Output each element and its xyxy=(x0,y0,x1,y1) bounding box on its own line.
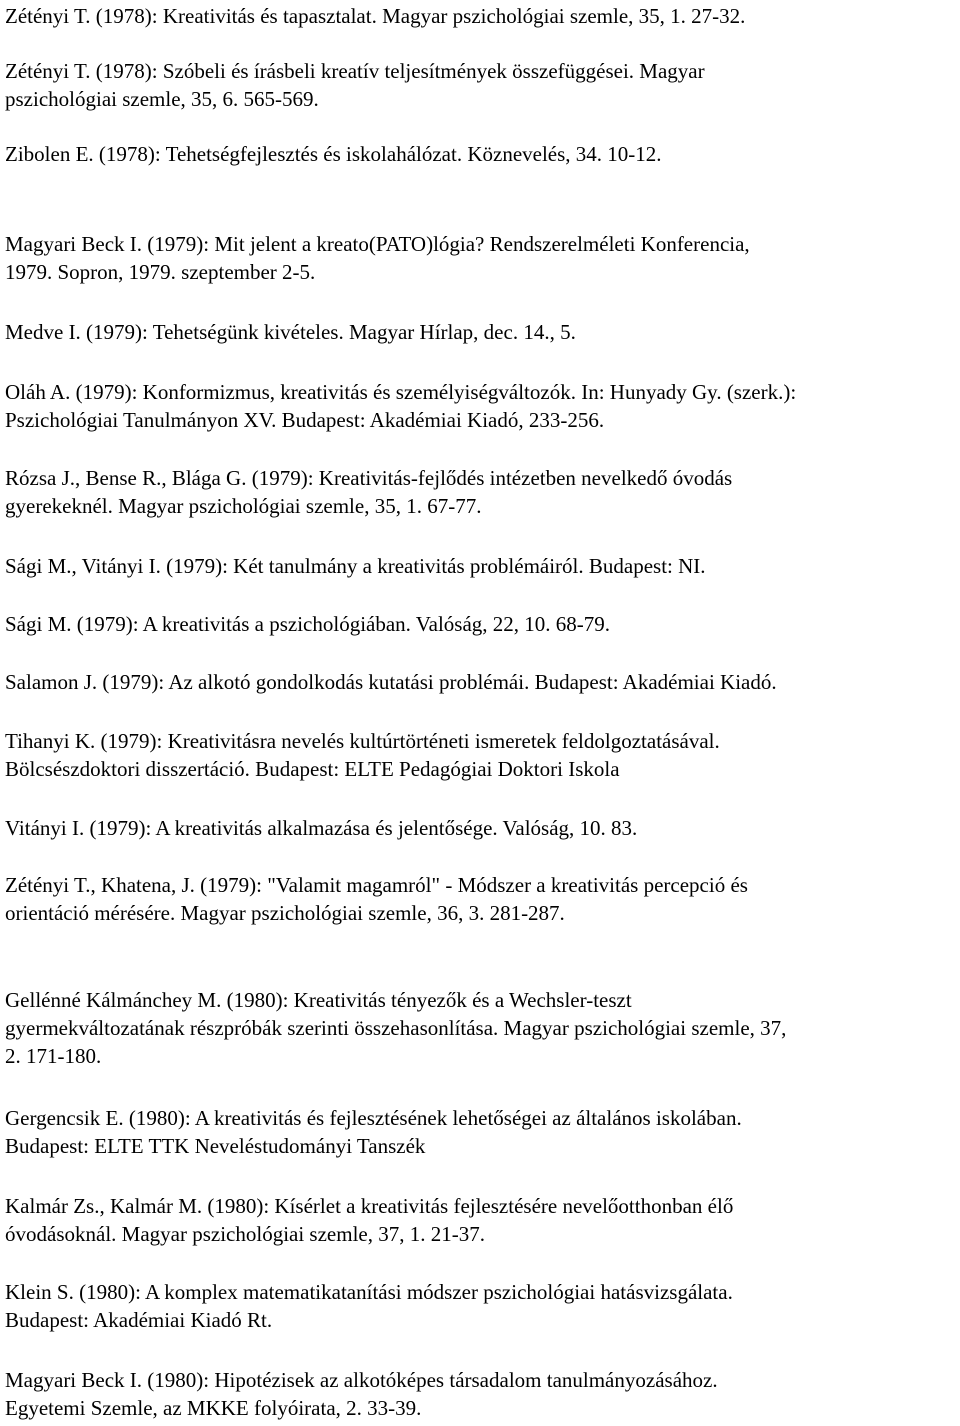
reference-line: 2. 171-180. xyxy=(5,1044,102,1068)
reference-entry xyxy=(5,1192,950,1248)
reference-line: Oláh A. (1979): Konformizmus, kreativitás és személyiségváltozók. In: Hunyady Gy. (szerk.): xyxy=(5,380,797,404)
reference-line: Zétényi T. (1978): Szóbeli és írásbeli kreatív teljesítmények összefüggései. Magyar xyxy=(5,59,705,83)
reference-line: Egyetemi Szemle, az MKKE folyóirata, 2. 33-39. xyxy=(5,1396,422,1420)
reference-entry xyxy=(5,140,950,168)
reference-line: Vitányi I. (1979): A kreativitás alkalmazása és jelentősége. Valóság, 10. 83. xyxy=(5,816,638,840)
reference-line: 1979. Sopron, 1979. szeptember 2-5. xyxy=(5,260,316,284)
reference-entry xyxy=(5,1104,950,1160)
reference-entry xyxy=(5,318,950,346)
reference-line: Kalmár Zs., Kalmár M. (1980): Kísérlet a kreativitás fejlesztésére nevelőotthonban élő xyxy=(5,1194,734,1218)
reference-entry xyxy=(5,1278,950,1334)
reference-line: Budapest: Akadémiai Kiadó Rt. xyxy=(5,1308,273,1332)
reference-line: Salamon J. (1979): Az alkotó gondolkodás kutatási problémái. Budapest: Akadémiai Kiadó. xyxy=(5,670,777,694)
reference-entry xyxy=(5,57,950,113)
reference-line: Rózsa J., Bense R., Blága G. (1979): Kreativitás-fejlődés intézetben nevelkedő óvodás xyxy=(5,466,733,490)
reference-line: Zétényi T., Khatena, J. (1979): "Valamit magamról" - Módszer a kreativitás percepció és xyxy=(5,873,748,897)
reference-line: Zétényi T. (1978): Kreativitás és tapasztalat. Magyar pszichológiai szemle, 35, 1. 27-32. xyxy=(5,4,746,28)
reference-entry xyxy=(5,610,950,638)
reference-entry xyxy=(5,230,950,286)
reference-entry xyxy=(5,871,950,927)
reference-line: Klein S. (1980): A komplex matematikatanítási módszer pszichológiai hatásvizsgálata. xyxy=(5,1280,733,1304)
reference-entry xyxy=(5,464,950,520)
reference-line: Sági M. (1979): A kreativitás a pszichológiában. Valóság, 22, 10. 68-79. xyxy=(5,612,611,636)
reference-entry xyxy=(5,986,950,1070)
reference-line: Magyari Beck I. (1979): Mit jelent a kreato(PATO)lógia? Rendszerelméleti Konferencia, xyxy=(5,232,750,256)
reference-line: Zibolen E. (1978): Tehetségfejlesztés és iskolahálózat. Köznevelés, 34. 10-12. xyxy=(5,142,662,166)
reference-line: orientáció mérésére. Magyar pszichológiai szemle, 36, 3. 281-287. xyxy=(5,901,565,925)
reference-entry xyxy=(5,378,950,434)
reference-line: Budapest: ELTE TTK Neveléstudományi Tanszék xyxy=(5,1134,426,1158)
reference-line: gyermekváltozatának részpróbák szerinti összehasonlítása. Magyar pszichológiai szemle, 37, xyxy=(5,1016,787,1040)
reference-entry xyxy=(5,727,950,783)
reference-line: Magyari Beck I. (1980): Hipotézisek az alkotóképes társadalom tanulmányozásához. xyxy=(5,1368,718,1392)
reference-line: Bölcsészdoktori disszertáció. Budapest: ELTE Pedagógiai Doktori Iskola xyxy=(5,757,620,781)
reference-line: Medve I. (1979): Tehetségünk kivételes. Magyar Hírlap, dec. 14., 5. xyxy=(5,320,576,344)
reference-line: Sági M., Vitányi I. (1979): Két tanulmány a kreativitás problémáiról. Budapest: NI. xyxy=(5,554,706,578)
reference-line: pszichológiai szemle, 35, 6. 565-569. xyxy=(5,87,319,111)
reference-entry xyxy=(5,1366,950,1422)
reference-line: óvodásoknál. Magyar pszichológiai szemle, 37, 1. 21-37. xyxy=(5,1222,485,1246)
reference-line: gyerekeknél. Magyar pszichológiai szemle, 35, 1. 67-77. xyxy=(5,494,482,518)
reference-entry xyxy=(5,814,950,842)
reference-entry xyxy=(5,668,950,696)
reference-line: Gergencsik E. (1980): A kreativitás és fejlesztésének lehetőségei az általános iskolában. xyxy=(5,1106,742,1130)
reference-entry xyxy=(5,552,950,580)
reference-line: Gellénné Kálmánchey M. (1980): Kreativitás tényezők és a Wechsler-teszt xyxy=(5,988,632,1012)
reference-line: Tihanyi K. (1979): Kreativitásra nevelés kultúrtörténeti ismeretek feldolgoztatásával. xyxy=(5,729,720,753)
reference-entry xyxy=(5,2,950,30)
reference-line: Pszichológiai Tanulmányon XV. Budapest: Akadémiai Kiadó, 233-256. xyxy=(5,408,605,432)
